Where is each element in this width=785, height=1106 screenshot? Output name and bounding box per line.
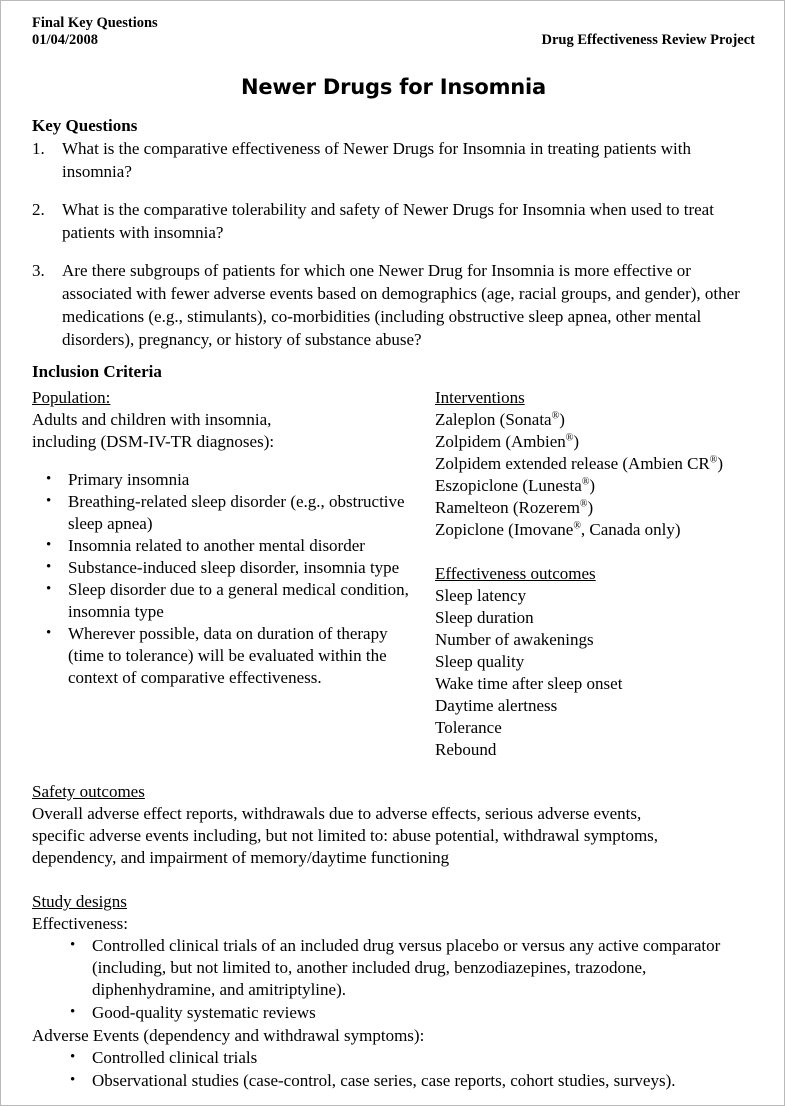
effectiveness-label: Effectiveness: bbox=[32, 914, 128, 933]
key-question-text: What is the comparative tolerability and safety of Newer Drugs for Insomnia when used to treat patients with insomnia? bbox=[62, 200, 714, 242]
registered-trademark-icon: ® bbox=[709, 454, 718, 466]
header-left-block bbox=[32, 15, 158, 49]
population-heading: Population: bbox=[32, 388, 111, 407]
intervention-item bbox=[435, 497, 755, 519]
population-line: Adults and children with insomnia, bbox=[32, 410, 272, 429]
key-question-text: Are there subgroups of patients for which one Newer Drug for Insomnia is more effective or associated with fewer adverse events based on demographics (age, racial groups, and gender), other medications (e.g., stimulants), co-morbidities (including obstructive sleep apnea, other mental disorders), pregnancy, or history of substance abuse? bbox=[62, 261, 740, 349]
effectiveness-outcomes-heading: Effectiveness outcomes bbox=[435, 564, 596, 583]
effectiveness-outcome-item: Tolerance bbox=[435, 718, 502, 737]
list-item-label: Sleep disorder due to a general medical condition, insomnia type bbox=[68, 580, 409, 621]
intervention-drug: Ramelteon (Rozerem bbox=[435, 498, 580, 517]
effectiveness-outcome-item: Number of awakenings bbox=[435, 630, 594, 649]
intervention-drug: Zaleplon (Sonata bbox=[435, 410, 552, 429]
study-designs-effectiveness-list bbox=[32, 935, 755, 1024]
intervention-tail: , Canada only) bbox=[580, 520, 681, 539]
key-question-item bbox=[32, 137, 755, 183]
intervention-drug: Eszopiclone (Lunesta bbox=[435, 476, 582, 495]
intervention-tail: ) bbox=[589, 476, 596, 495]
list-item-label: Primary insomnia bbox=[68, 470, 190, 489]
list-item-label: Good-quality systematic reviews bbox=[92, 1003, 316, 1022]
effectiveness-outcome-item: Sleep duration bbox=[435, 608, 534, 627]
inclusion-criteria-columns bbox=[32, 387, 755, 769]
population-line: including (DSM-IV-TR diagnoses): bbox=[32, 432, 275, 451]
registered-trademark-icon: ® bbox=[573, 520, 581, 532]
intervention-drug: Zolpidem (Ambien bbox=[435, 432, 566, 451]
intervention-tail: ) bbox=[587, 498, 594, 517]
bullet-icon: • bbox=[70, 1049, 76, 1065]
intervention-item bbox=[435, 409, 755, 431]
key-questions-list bbox=[32, 137, 755, 351]
bullet-icon: • bbox=[70, 937, 76, 953]
list-item-label: Observational studies (case-control, case series, case reports, cohort studies, surveys). bbox=[92, 1071, 676, 1090]
population-bullet-list bbox=[32, 469, 427, 689]
adverse-events-label: Adverse Events (dependency and withdrawal symptoms): bbox=[32, 1026, 425, 1045]
list-item bbox=[32, 579, 427, 623]
interventions-column bbox=[435, 387, 755, 761]
bullet-icon: • bbox=[46, 471, 52, 487]
list-item bbox=[32, 557, 427, 579]
spacer bbox=[435, 541, 755, 563]
intervention-tail: ) bbox=[559, 410, 565, 429]
list-item-label: Controlled clinical trials bbox=[92, 1048, 258, 1067]
interventions-heading: Interventions bbox=[435, 388, 525, 407]
list-item bbox=[32, 491, 427, 535]
bullet-icon: • bbox=[46, 559, 52, 575]
key-question-item bbox=[32, 259, 755, 351]
bullet-icon: • bbox=[70, 1072, 76, 1088]
list-item bbox=[32, 1002, 755, 1024]
effectiveness-outcome-item: Sleep quality bbox=[435, 652, 525, 671]
list-item-label: Controlled clinical trials of an included drug versus placebo or versus any active comparator (including, but not limited to, another included drug, benzodiazepines, trazodone, diphenhydramine, and amitriptyline). bbox=[92, 936, 721, 999]
intervention-item bbox=[435, 519, 755, 541]
key-question-number: 1. bbox=[32, 139, 45, 158]
bullet-icon: • bbox=[46, 493, 52, 509]
safety-outcomes-heading: Safety outcomes bbox=[32, 782, 145, 801]
intervention-tail: ) bbox=[573, 432, 580, 451]
list-item bbox=[32, 623, 427, 689]
effectiveness-outcome-item: Sleep latency bbox=[435, 586, 527, 605]
key-questions-heading: Key Questions bbox=[32, 116, 138, 135]
bullet-icon: • bbox=[70, 1004, 76, 1020]
safety-outcomes-line: dependency, and impairment of memory/daytime functioning bbox=[32, 848, 450, 867]
key-question-number: 3. bbox=[32, 261, 45, 280]
key-question-item bbox=[32, 198, 755, 244]
list-item bbox=[32, 469, 427, 491]
header-doc-type: Final Key Questions bbox=[32, 15, 158, 31]
bullet-icon: • bbox=[46, 537, 52, 553]
intervention-item bbox=[435, 475, 755, 497]
list-item-label: Insomnia related to another mental disorder bbox=[68, 536, 365, 555]
list-item bbox=[32, 1070, 755, 1092]
intervention-item bbox=[435, 453, 755, 475]
study-designs-adverse-events-list bbox=[32, 1047, 755, 1092]
list-item bbox=[32, 535, 427, 557]
registered-trademark-icon: ® bbox=[551, 410, 560, 422]
page-title: Newer Drugs for Insomnia bbox=[240, 75, 547, 99]
list-item-label: Wherever possible, data on duration of therapy (time to tolerance) will be evaluated within the context of comparative effectiveness. bbox=[68, 624, 388, 687]
key-question-text: What is the comparative effectiveness of Newer Drugs for Insomnia in treating patients with insomnia? bbox=[62, 139, 691, 181]
bullet-icon: • bbox=[46, 581, 52, 597]
registered-trademark-icon: ® bbox=[579, 498, 588, 510]
registered-trademark-icon: ® bbox=[581, 476, 590, 488]
registered-trademark-icon: ® bbox=[565, 432, 574, 444]
intervention-item bbox=[435, 431, 755, 453]
effectiveness-outcome-item: Rebound bbox=[435, 740, 497, 759]
intervention-tail: ) bbox=[717, 454, 724, 473]
safety-outcomes-line: Overall adverse effect reports, withdrawals due to adverse effects, serious adverse events, bbox=[32, 804, 642, 823]
list-item-label: Substance-induced sleep disorder, insomnia type bbox=[68, 558, 400, 577]
list-item bbox=[32, 935, 755, 1001]
inclusion-criteria-heading: Inclusion Criteria bbox=[32, 362, 162, 381]
header-date: 01/04/2008 bbox=[32, 32, 99, 48]
page-content bbox=[32, 15, 755, 1093]
study-designs-heading: Study designs bbox=[32, 892, 127, 911]
safety-outcomes-line: specific adverse events including, but not limited to: abuse potential, withdrawal symptoms, bbox=[32, 826, 659, 845]
intervention-drug: Zolpidem extended release (Ambien CR bbox=[435, 454, 710, 473]
intervention-drug: Zopiclone (Imovane bbox=[435, 520, 574, 539]
document-header bbox=[32, 15, 755, 55]
bullet-icon: • bbox=[46, 625, 52, 641]
effectiveness-outcome-item: Daytime alertness bbox=[435, 696, 558, 715]
key-question-number: 2. bbox=[32, 200, 45, 219]
population-column bbox=[32, 387, 427, 689]
list-item bbox=[32, 1047, 755, 1069]
spacer bbox=[32, 453, 427, 469]
effectiveness-outcome-item: Wake time after sleep onset bbox=[435, 674, 623, 693]
list-item-label: Breathing-related sleep disorder (e.g., obstructive sleep apnea) bbox=[68, 492, 405, 533]
header-organization: Drug Effectiveness Review Project bbox=[541, 32, 755, 48]
